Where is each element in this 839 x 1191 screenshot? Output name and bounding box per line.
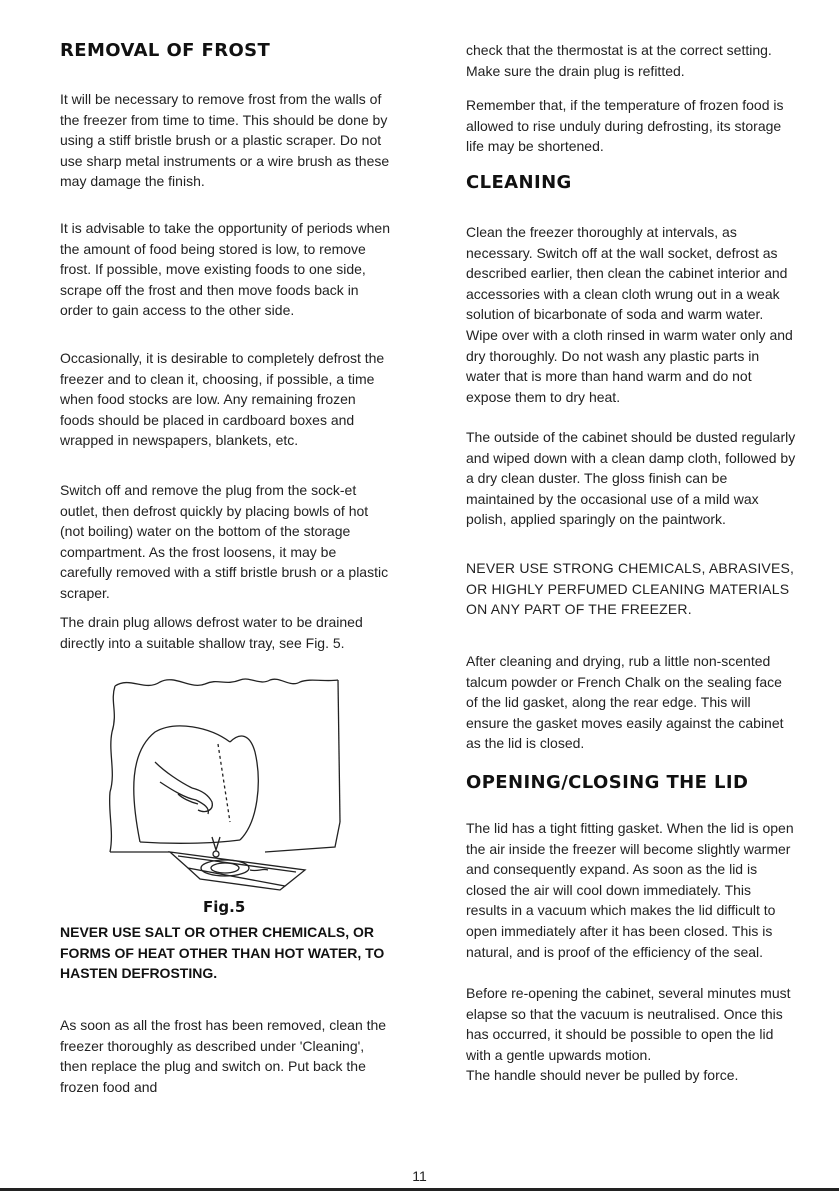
frost-paragraph-5: The drain plug allows defrost water to be drained directly into a suitable shallow tray, see Fig. 5. bbox=[60, 614, 363, 651]
cleaning-paragraph-1: Clean the freezer thoroughly at intervals, as necessary. Switch off at the wall socket, defrost as described earlier, then clean the cabinet interior and accessories with a clean cloth wrung out in a weak solution of bicarbonate of soda and warm water. Wipe over with a cloth rinsed in warm water only and dry thoroughly. Do not wash any plastic parts in water that is more than hand warm and do not expose them to dry heat. bbox=[466, 224, 793, 405]
frost-paragraph-1: It will be necessary to remove frost from the walls of the freezer from time to time. This should be done by using a stiff bristle brush or a plastic scraper. Do not use sharp metal instruments or a wire brush as these may damage the finish. bbox=[60, 91, 390, 190]
fig5-caption: Fig.5 bbox=[203, 898, 246, 916]
heading-opening-closing-lid: OPENING/CLOSING THE LID bbox=[466, 772, 749, 793]
heading-removal-of-frost: REMOVAL OF FROST bbox=[60, 40, 271, 61]
chemicals-warning: NEVER USE STRONG CHEMICALS, ABRASIVES, OR HIGHLY PERFUMED CLEANING MATERIALS ON ANY PART OF THE FREEZER. bbox=[466, 560, 795, 618]
talcum-paragraph: After cleaning and drying, rub a little non-scented talcum powder or French Chalk on the sealing face of the lid gasket, along the rear edge. This will ensure the gasket moves easily against the cabinet as the lid is closed. bbox=[466, 653, 784, 752]
frost-paragraph-6: As soon as all the frost has been removed, clean the freezer thoroughly as described under 'Cleaning', then replace the plug and switch on. Put back the frozen food and bbox=[60, 1017, 387, 1095]
frost-paragraph-2: It is advisable to take the opportunity of periods when the amount of food being stored is low, to remove frost. If possible, move existing foods to one side, scrape off the frost and then move foods back in order to gain access to the other side. bbox=[60, 220, 390, 319]
heading-cleaning: CLEANING bbox=[466, 172, 572, 193]
thermostat-paragraph: check that the thermostat is at the correct setting. Make sure the drain plug is refitted. bbox=[466, 42, 772, 79]
lid-paragraph-2: Before re-opening the cabinet, several minutes must elapse so that the vacuum is neutralised. Once this has occurred, it should be possible to open the lid with a gentle upwards motion. bbox=[466, 985, 791, 1063]
lid-paragraph-1: The lid has a tight fitting gasket. When the lid is open the air inside the freezer will become slightly warmer and consequently expand. As soon as the lid is closed the air will cool down immediately. This results in a vacuum which makes the lid difficult to open immediately after it has been closed. This is natural, and is proof of the efficiency of the seal. bbox=[466, 820, 794, 960]
frost-paragraph-3: Occasionally, it is desirable to completely defrost the freezer and to clean it, choosing, if possible, a time when food stocks are low. Any remaining frozen foods should be placed in cardboard boxes and wrapped in newspapers, blankets, etc. bbox=[60, 350, 385, 449]
fig5-illustration bbox=[100, 672, 350, 894]
freezer-drain-drawing bbox=[100, 672, 350, 894]
page-number: 11 bbox=[412, 1168, 427, 1184]
lid-paragraph-3: The handle should never be pulled by force. bbox=[466, 1067, 739, 1083]
cleaning-paragraph-2: The outside of the cabinet should be dusted regularly and wiped down with a clean damp cloth, followed by a dry clean duster. The gloss finish can be maintained by the occasional use of a mild wax polish, applied sparingly on the paintwork. bbox=[466, 429, 796, 528]
storage-life-paragraph: Remember that, if the temperature of frozen food is allowed to rise unduly during defrosting, its storage life may be shortened. bbox=[466, 97, 784, 155]
defrost-warning: NEVER USE SALT OR OTHER CHEMICALS, OR FORMS OF HEAT OTHER THAN HOT WATER, TO HASTEN DEFROSTING. bbox=[60, 924, 385, 981]
frost-paragraph-4: Switch off and remove the plug from the sock-et outlet, then defrost quickly by placing bowls of hot (not boiling) water on the bottom of the storage compartment. As the frost loosens, it may be carefully removed with a stiff bristle brush or a plastic scraper. bbox=[60, 482, 389, 601]
